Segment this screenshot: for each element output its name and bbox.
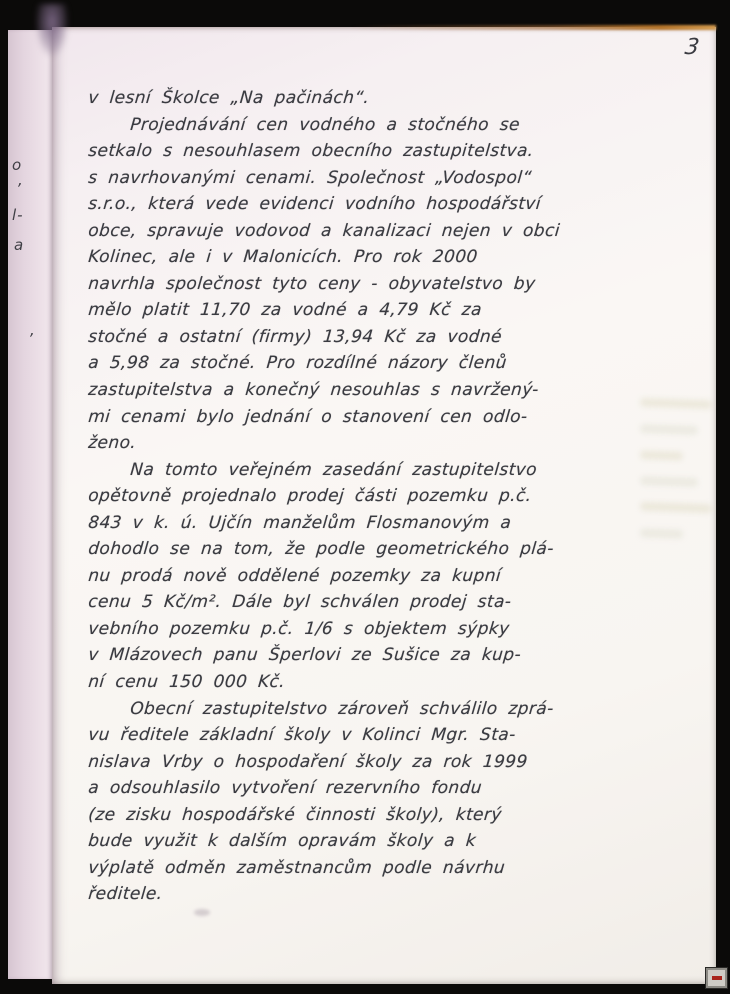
handwriting-line: Na tomto veřejném zasedání zastupitelstvo — [129, 459, 538, 480]
scan-glare — [351, 25, 716, 30]
handwriting-line: zastupitelstva a konečný nesouhlas s navržený- — [87, 380, 540, 401]
handwriting-line: stočné a ostatní (firmy) 13,94 Kč za vodné — [87, 326, 503, 347]
broken-image-icon — [706, 968, 727, 988]
chronicle-page — [52, 27, 716, 984]
red-dash-icon — [712, 976, 722, 980]
handwriting-line: mi cenami bylo jednání o stanovení cen odlo- — [87, 406, 529, 427]
handwriting-line: navrhla společnost tyto ceny - obyvatelstvo by — [87, 273, 537, 294]
handwriting-line: setkalo s nesouhlasem obecního zastupitelstva. — [87, 141, 535, 162]
edge-text-fragment: o — [12, 156, 23, 174]
pencil-smudge — [194, 909, 210, 916]
handwriting-line: ženo. — [87, 433, 138, 454]
handwriting-line: ní cenu 150 000 Kč. — [87, 672, 287, 693]
handwriting-line: dohodlo se na tom, že podle geometrického plá- — [87, 539, 555, 560]
handwriting-line: vebního pozemku p.č. 1/6 s objektem sýpky — [87, 618, 511, 639]
handwriting-line: s navrhovanými cenami. Společnost „Vodospol“ — [87, 167, 533, 188]
bleedthrough-line — [640, 502, 712, 514]
page-number: 3 — [683, 35, 701, 60]
handwriting-line: v lesní Školce „Na pačinách“. — [87, 88, 371, 108]
edge-text-fragment: ’ — [28, 330, 34, 348]
handwriting-line: nislava Vrby o hospodaření školy za rok 1999 — [87, 751, 529, 772]
handwriting-line: mělo platit 11,70 za vodné a 4,79 Kč za — [87, 300, 483, 321]
handwriting-line: ředitele. — [87, 884, 164, 905]
handwriting-line: s.r.o., která vede evidenci vodního hospodářství — [87, 194, 542, 215]
bleedthrough-line — [640, 424, 698, 435]
handwriting-line: (ze zisku hospodářské činnosti školy), který — [87, 804, 503, 825]
handwriting-line: Obecní zastupitelstvo zároveň schválilo zprá- — [129, 698, 555, 719]
handwriting-line: bude využit k dalším opravám školy a k — [87, 831, 477, 852]
scan-artifact-blob — [36, 4, 68, 56]
bleedthrough-line — [640, 528, 683, 539]
handwriting-line: 843 v k. ú. Ujčín manželům Flosmanovým a — [87, 512, 513, 533]
edge-text-fragment: l- — [12, 206, 24, 224]
handwriting-line: nu prodá nově oddělené pozemky za kupní — [87, 565, 502, 586]
ink-bleedthrough — [640, 399, 712, 699]
bleedthrough-line — [640, 450, 683, 461]
opposite-page-edge — [8, 30, 52, 979]
handwriting-line: v Mlázovech panu Šperlovi ze Sušice za kup- — [87, 645, 522, 666]
handwriting-line: a 5,98 za stočné. Pro rozdílné názory členů — [87, 353, 508, 374]
handwritten-text-block — [88, 88, 666, 911]
handwriting-line: opětovně projednalo prodej části pozemku p.č. — [87, 486, 533, 507]
handwriting-line: cenu 5 Kč/m². Dále byl schválen prodej sta- — [87, 592, 513, 613]
bleedthrough-line — [640, 476, 698, 487]
handwriting-line: a odsouhlasilo vytvoření rezervního fondu — [87, 778, 483, 799]
handwriting-line: Kolinec, ale i v Malonicích. Pro rok 2000 — [87, 247, 479, 268]
edge-text-fragment: a — [14, 236, 25, 254]
edge-text-fragment: ’ — [16, 180, 22, 198]
bleedthrough-line — [640, 398, 712, 410]
handwriting-line: vu ředitele základní školy v Kolinci Mgr. Sta- — [87, 725, 517, 746]
handwriting-line: Projednávání cen vodného a stočného se — [129, 114, 521, 135]
handwriting-line: výplatě odměn zaměstnancům podle návrhu — [87, 857, 507, 878]
handwriting-line: obce, spravuje vodovod a kanalizaci nejen v obci — [87, 220, 561, 241]
